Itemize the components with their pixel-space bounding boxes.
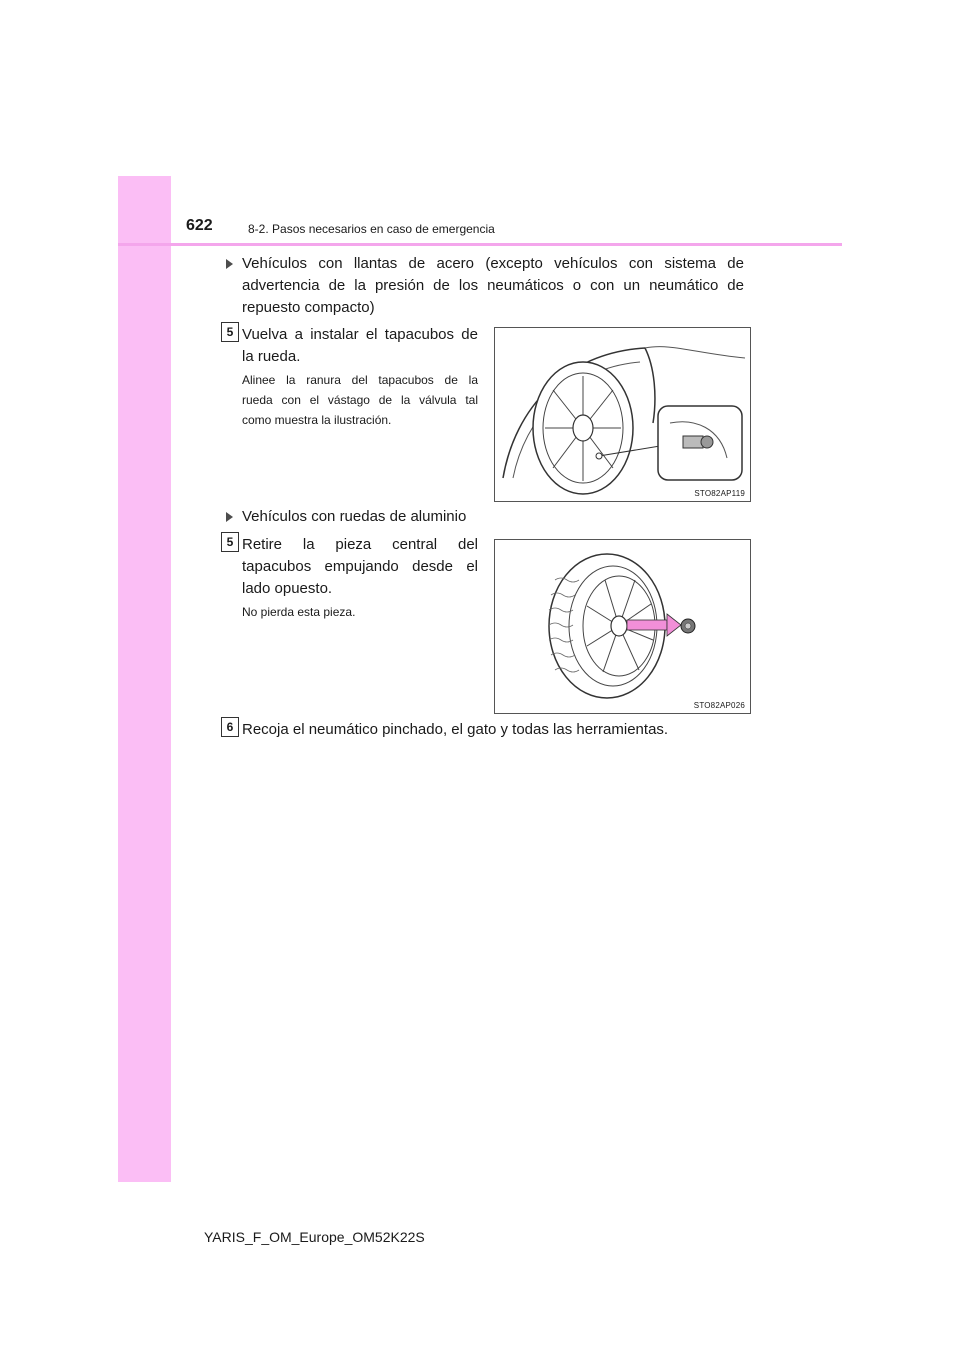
pink-margin-tab — [118, 176, 171, 1182]
figure-code: STO82AP026 — [693, 701, 745, 710]
bullet-triangle-icon — [226, 259, 233, 269]
step-number-badge: 5 — [221, 322, 239, 342]
condition-heading-line: Vehículos con llantas de acero (excepto vehículos con sistema de — [242, 255, 744, 272]
bullet-triangle-icon — [226, 512, 233, 522]
step-note-line: rueda con el vástago de la válvula tal — [242, 393, 478, 407]
step-number-badge: 6 — [221, 717, 239, 737]
step-instruction-line: la rueda. — [242, 348, 301, 365]
page-number: 622 — [186, 217, 213, 234]
step-instruction: Recoja el neumático pinchado, el gato y todas las herramientas. — [242, 721, 669, 738]
step-note: No pierda esta pieza. — [242, 605, 356, 619]
condition-heading-line: advertencia de la presión de los neumáticos o con un neumático de — [242, 277, 744, 294]
document-id-footer: YARIS_F_OM_Europe_OM52K22S — [204, 1229, 425, 1245]
wheel-cover-drawing — [495, 328, 750, 501]
step-note-line: Alinee la ranura del tapacubos de la — [242, 373, 478, 387]
step-number-badge: 5 — [221, 532, 239, 552]
hubcap-install-illustration — [494, 327, 751, 502]
condition-heading-line: repuesto compacto) — [242, 299, 375, 316]
step-instruction-line: Vuelva a instalar el tapacubos de — [242, 326, 478, 343]
step-instruction-line: lado opuesto. — [242, 580, 333, 597]
center-cap-removal-illustration — [494, 539, 751, 714]
step-instruction-line: tapacubos empujando desde el — [242, 558, 478, 575]
header-rule — [118, 243, 842, 246]
alloy-wheel-drawing — [495, 540, 750, 713]
step-note-line: como muestra la ilustración. — [242, 413, 392, 427]
condition-heading: Vehículos con ruedas de aluminio — [242, 508, 467, 525]
step-instruction-line: Retire la pieza central del — [242, 536, 478, 553]
figure-code: STO82AP119 — [694, 489, 745, 498]
section-title: 8-2. Pasos necesarios en caso de emergencia — [248, 222, 495, 236]
